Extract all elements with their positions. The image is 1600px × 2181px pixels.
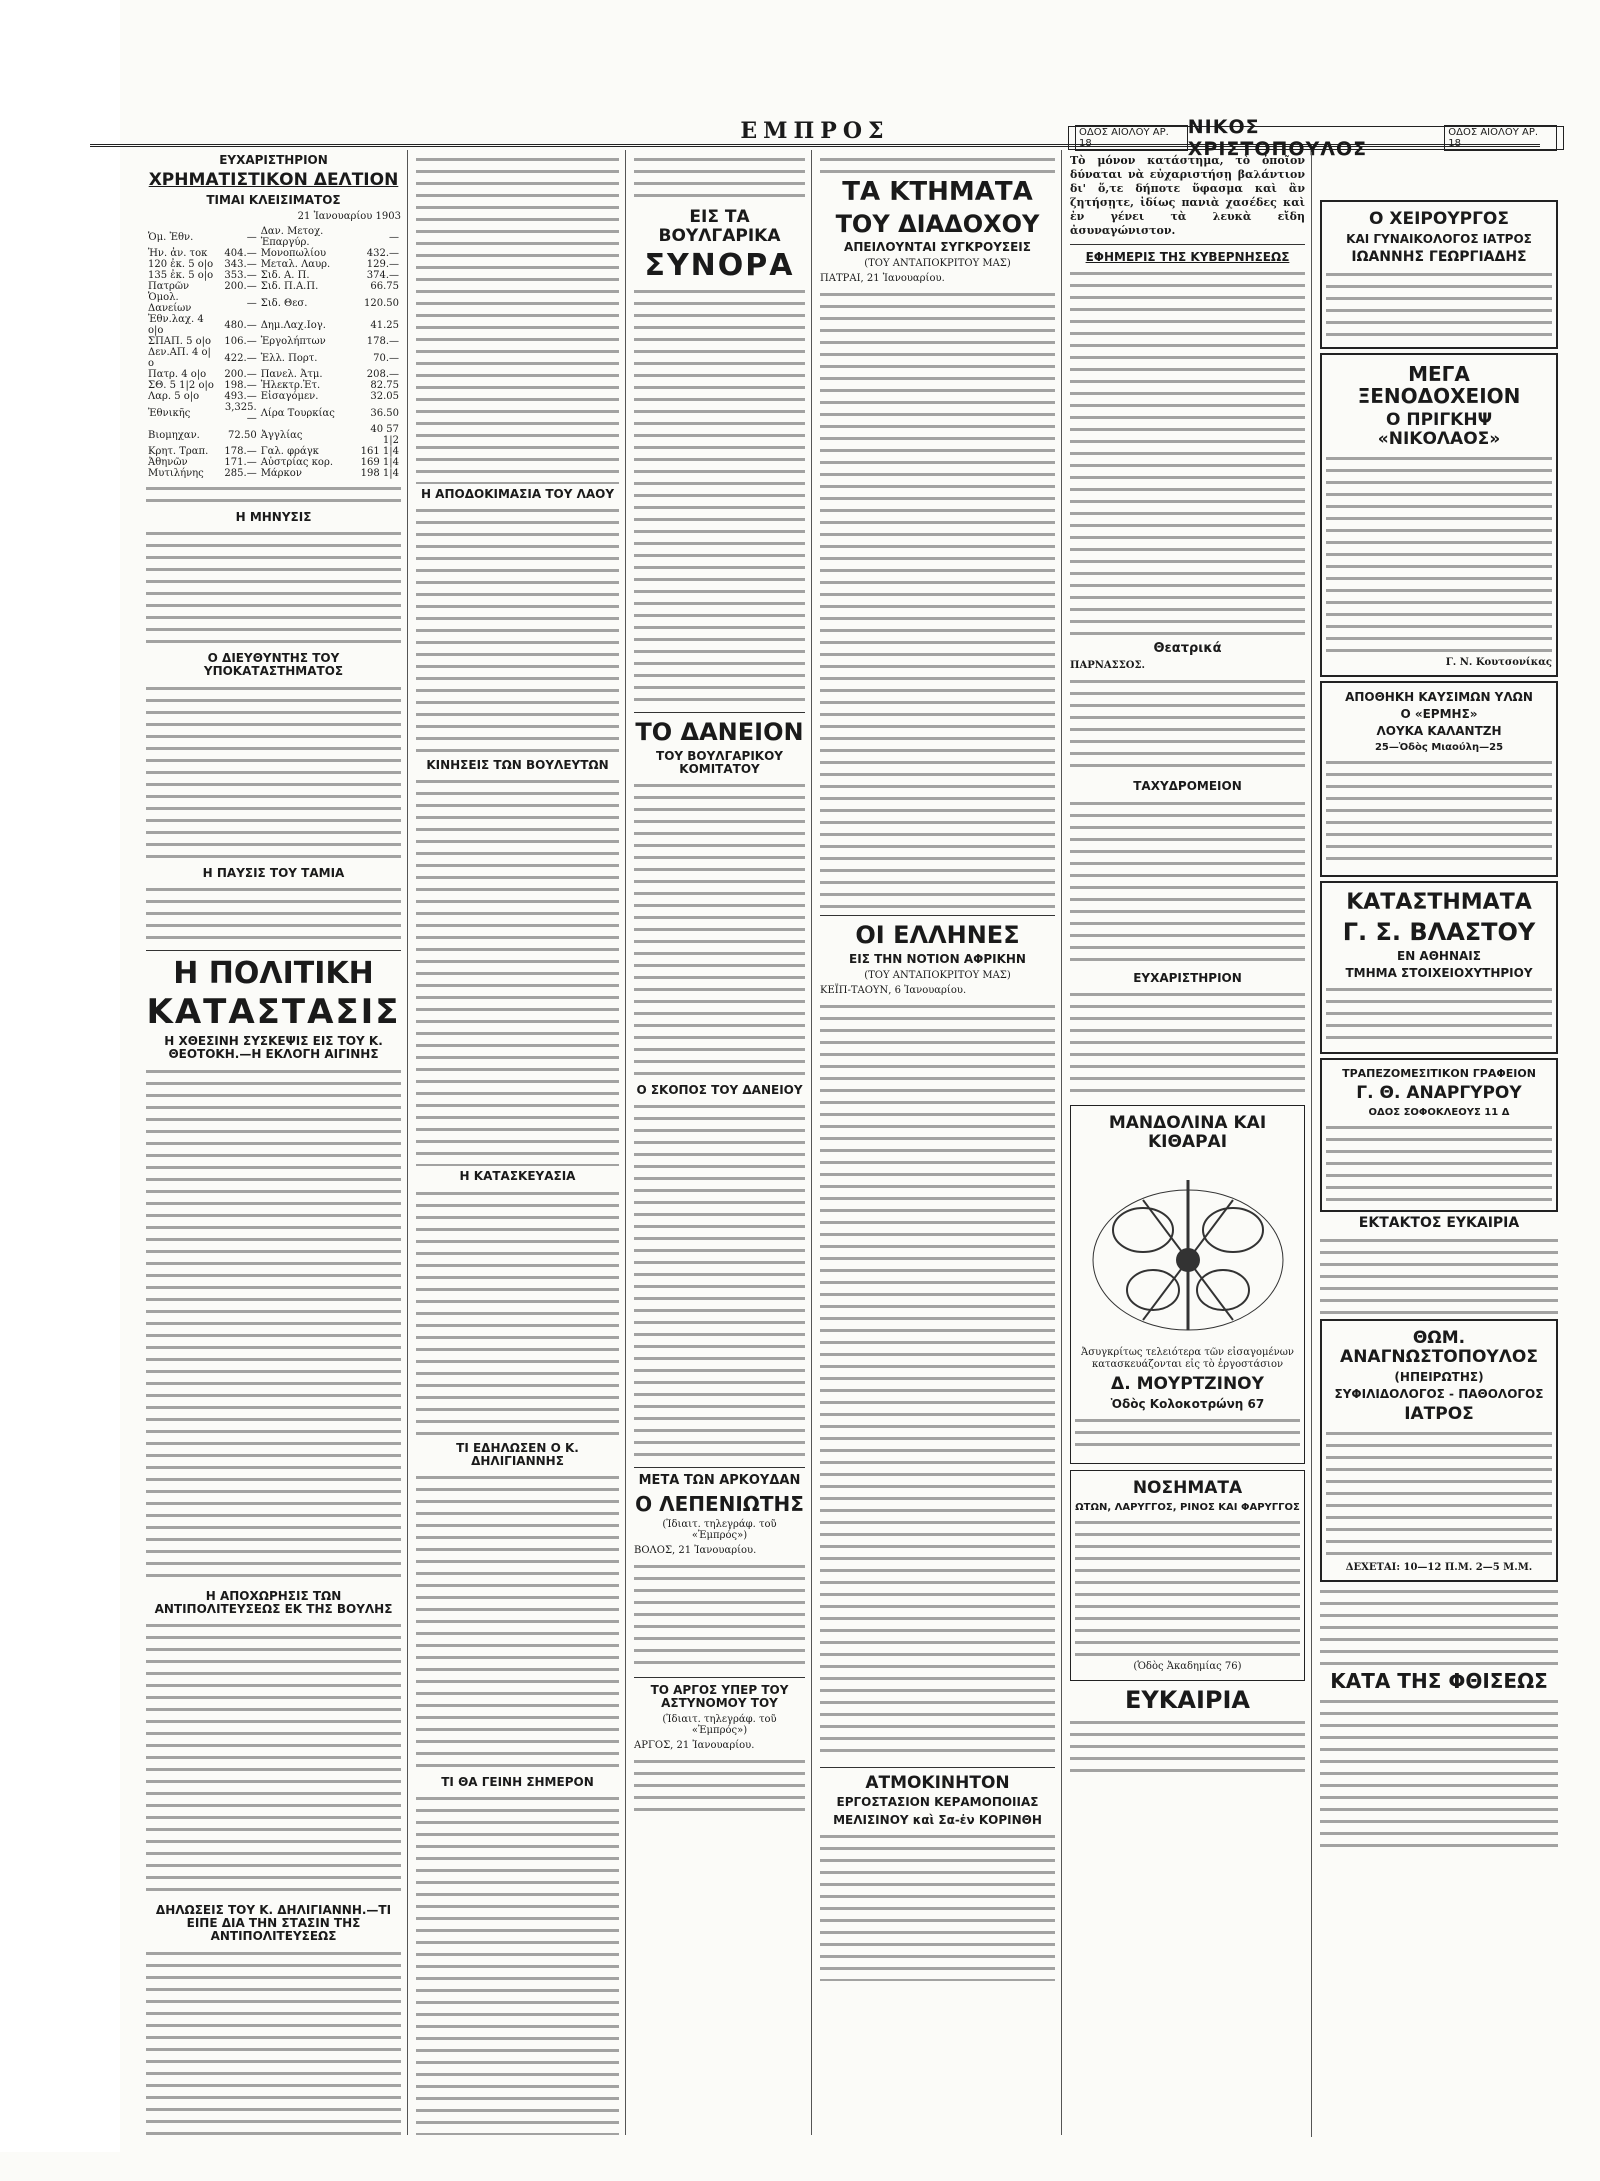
gazette-heading: ΕΦΗΜΕΡΙΣ ΤΗΣ ΚΥΒΕΡΝΗΣΕΩΣ xyxy=(1085,250,1290,264)
surgeon-ad xyxy=(1320,200,1558,349)
price-label: Ἠλεκτρ.Ἑτ. xyxy=(260,380,321,392)
doctor-title: ΙΑΤΡΟΣ xyxy=(1404,1404,1474,1425)
divider xyxy=(634,1677,805,1678)
ad-factory-owner: ΜΕΛΙΣΙΝΟΥ καὶ Σα-ἐν ΚΟΡΙΝΘΗ xyxy=(833,1812,1042,1827)
source-line: (Ἰδιαιτ. τηλεγράφ. τοῦ «Ἐμπρός») xyxy=(662,1518,777,1541)
text-block xyxy=(1070,1717,1305,1777)
text-block xyxy=(1326,1428,1552,1558)
price-label: Πατρ. 4 ο|ο xyxy=(148,369,207,381)
divider xyxy=(820,915,1055,916)
headline-lepenioths: Ο ΛΕΠΕΝΙΩΤΗΣ xyxy=(635,1491,804,1516)
opportunity-heading: ΕΥΚΑΙΡΙΑ xyxy=(1125,1685,1250,1714)
shop-banner-text: Τὸ μόνον κατάστημα, τὸ ὁποῖον δύναται νὰ εὐχαριστήσῃ βαλάντιον δι' ὅ,τε δήποτε ὕφασμα καὶ ἂν ζητήσῃτε, ἰδίως πανιὰ χασέδες καὶ ἐν γένει τὰ λευκὰ εἴδη ἀσυναγώνιστον. xyxy=(1070,154,1305,237)
text-block xyxy=(1070,268,1305,638)
column-6 xyxy=(1314,196,1564,2181)
text-block xyxy=(146,683,401,863)
price-value: 178.— xyxy=(366,336,399,348)
price-value: 493.— xyxy=(224,391,257,403)
price-value: 208.— xyxy=(366,369,399,381)
doctor-name: ΘΩΜ. ΑΝΑΓΝΩΣΤΟΠΟΥΛΟΣ xyxy=(1340,1328,1538,1368)
text-block xyxy=(1326,453,1552,653)
price-value: — xyxy=(246,231,257,243)
section-heading: Η ΑΠΟΔΟΚΙΜΑΣΙΑ ΤΟΥ ΛΑΟΥ xyxy=(420,487,615,501)
price-value: 161 1|4 xyxy=(360,446,399,458)
price-label: Μεταλ. Λαυρ. xyxy=(260,259,331,271)
price-value: 178.— xyxy=(224,446,257,458)
hotel-ad xyxy=(1320,353,1558,676)
price-row xyxy=(146,226,401,248)
doctor-hours: ΔΕΧΕΤΑΙ: 10—12 Π.Μ. 2—5 Μ.Μ. xyxy=(1345,1561,1533,1573)
price-value: 198.— xyxy=(224,380,257,392)
price-row xyxy=(146,468,401,479)
text-block xyxy=(820,1831,1055,1981)
price-label: Αὐστρίας κορ. xyxy=(260,457,334,469)
text-block xyxy=(634,1756,805,1816)
mandolin-ad xyxy=(1070,1105,1305,1464)
section-heading: Η ΜΗΝΥΣΙΣ xyxy=(235,510,312,525)
divider xyxy=(820,1767,1055,1768)
price-row xyxy=(146,270,401,281)
hotel-signature: Γ. Ν. Κουτσονίκας xyxy=(1445,656,1552,668)
price-value: 72.50 xyxy=(228,429,257,441)
mandolin-maker: Δ. ΜΟΥΡΤΖΙΝΟΥ xyxy=(1111,1374,1264,1395)
ad-factory-heading: ΕΡΓΟΣΤΑΣΙΟΝ ΚΕΡΑΜΟΠΟΙΙΑΣ xyxy=(836,1795,1039,1810)
price-row xyxy=(146,281,401,292)
price-value: 285.— xyxy=(224,468,257,480)
divider xyxy=(634,712,805,713)
price-value: 404.— xyxy=(224,248,257,260)
price-label: ΣΘ. 5 1|2 ο|ο xyxy=(148,380,214,392)
price-label: ΣΠΑΠ. 5 ο|ο xyxy=(148,336,212,348)
text-block xyxy=(1326,757,1552,867)
text-block xyxy=(1320,1696,1558,1856)
price-value: 66.75 xyxy=(370,281,399,293)
section-heading: Η ΧΘΕΣΙΝΗ ΣΥΣΚΕΨΙΣ ΕΙΣ ΤΟΥ Κ. ΘΕΟΤΟΚΗ.—Η ΕΚΛΟΓΗ ΑΙΓΙΝΗΣ xyxy=(164,1034,383,1062)
price-row xyxy=(146,292,401,314)
headline-loan-sub: ΤΟΥ ΒΟΥΛΓΑΡΙΚΟΥ ΚΟΜΙΤΑΤΟΥ xyxy=(656,748,783,776)
price-label: 120 ἐκ. 5 ο|ο xyxy=(148,259,214,271)
price-value: 343.— xyxy=(224,259,257,271)
text-block xyxy=(1070,676,1305,776)
price-row xyxy=(146,369,401,380)
doctor-specialty: ΣΥΦΙΛΙΔΟΛΟΓΟΣ - ΠΑΘΟΛΟΓΟΣ xyxy=(1334,1386,1544,1401)
text-block xyxy=(1075,1415,1300,1455)
stores-department: ΤΜΗΜΑ ΣΤΟΙΧΕΙΟΧΥΤΗΡΙΟΥ xyxy=(1345,965,1533,980)
price-value: 40 57 1|2 xyxy=(370,424,399,447)
section-heading: ΤΟ ΑΡΓΟΣ ΥΠΕΡ ΤΟΥ ΑΣΤΥΝΟΜΟΥ ΤΟΥ xyxy=(650,1682,789,1710)
diseases-ad xyxy=(1070,1470,1305,1681)
price-label: Πατρῶν xyxy=(148,281,190,293)
dateline: ΒΟΛΟΣ, 21 Ἰανουαρίου. xyxy=(634,1544,757,1556)
bulletin-date: 21 Ἰανουαρίου 1903 xyxy=(297,211,401,223)
price-label: Δημ.Λαχ.Ιογ. xyxy=(260,319,326,331)
price-label: Κρητ. Τραπ. xyxy=(148,446,209,458)
price-value: 3,325.— xyxy=(224,402,257,425)
broker-address: ΟΔΟΣ ΣΟΦΟΚΛΕΟΥΣ 11 Δ xyxy=(1368,1106,1510,1118)
column-5 xyxy=(1064,152,1312,2137)
text-block xyxy=(146,1620,401,1900)
price-value: 200.— xyxy=(224,281,257,293)
text-block xyxy=(820,1001,1055,1761)
text-block xyxy=(634,1561,805,1671)
fuel-name: Ο «ΕΡΜΗΣ» xyxy=(1400,706,1478,721)
text-block xyxy=(416,1188,619,1438)
divider xyxy=(1070,244,1305,245)
thanks-heading: ΕΥΧΑΡΙΣΤΗΡΙΟΝ xyxy=(1133,970,1242,985)
price-label: Ἑλλ. Πορτ. xyxy=(260,352,318,364)
doctor-origin: (ΗΠΕΙΡΩΤΗΣ) xyxy=(1394,1369,1484,1384)
price-row xyxy=(146,457,401,468)
text-block xyxy=(416,505,619,755)
price-value: — xyxy=(246,297,257,309)
section-title-politics: Η ΠΟΛΙΤΙΚΗ xyxy=(173,955,374,991)
text-block xyxy=(1070,989,1305,1099)
price-value: 41.25 xyxy=(370,319,399,331)
divider xyxy=(634,1467,805,1468)
price-value: 374.— xyxy=(366,270,399,282)
price-value: 200.— xyxy=(224,369,257,381)
price-label: Λαρ. 5 ο|ο xyxy=(148,391,200,403)
column-4 xyxy=(814,150,1062,2135)
price-label: Ἐθνικῆς xyxy=(148,407,191,419)
text-block xyxy=(1326,269,1552,339)
headline-greeks: ΟΙ ΕΛΛΗΝΕΣ xyxy=(855,921,1020,950)
headline-bulgarian: ΕΙΣ ΤΑ ΒΟΥΛΓΑΡΙΚΑ xyxy=(658,207,781,246)
mandolin-icon xyxy=(1083,1160,1293,1340)
price-label: Λίρα Τουρκίας xyxy=(260,407,335,419)
price-row xyxy=(146,424,401,446)
mandolin-illustration xyxy=(1075,1155,1300,1345)
price-label: Ἡν. ἀν. τοκ xyxy=(148,248,208,260)
price-row xyxy=(146,248,401,259)
column-2 xyxy=(410,150,626,2135)
correspondent-line: (ΤΟΥ ΑΝΤΑΠΟΚΡΙΤΟΥ ΜΑΣ) xyxy=(864,258,1011,270)
price-row xyxy=(146,314,401,336)
post-heading: ΤΑΧΥΔΡΟΜΕΙΟΝ xyxy=(1133,779,1242,794)
price-value: 432.— xyxy=(366,248,399,260)
shop-address-right: ΟΔΟΣ ΑΙΟΛΟΥ ΑΡ. 18 xyxy=(1444,125,1557,151)
doctor-ad xyxy=(1320,1319,1558,1581)
price-value: 120.50 xyxy=(364,297,399,309)
section-heading: Η ΠΑΥΣΙΣ ΤΟΥ ΤΑΜΙΑ xyxy=(202,865,345,880)
price-label: Βιομηχαν. xyxy=(148,429,200,441)
text-block xyxy=(1320,1586,1558,1666)
text-block xyxy=(1326,1122,1552,1202)
price-value: 171.— xyxy=(224,457,257,469)
surgeon-heading: Ο ΧΕΙΡΟΥΡΓΟΣ xyxy=(1369,209,1509,229)
dateline: ΚΕΪΠ-ΤΑΟΥΝ, 6 Ἰανουαρίου. xyxy=(820,984,967,996)
section-heading: Ο ΔΙΕΥΘΥΝΤΗΣ ΤΟΥ ΥΠΟΚΑΤΑΣΤΗΜΑΤΟΣ xyxy=(203,651,344,679)
hotel-heading: ΜΕΓΑ ΞΕΝΟΔΟΧΕΙΟΝ xyxy=(1357,362,1521,409)
mandolin-maker-address: Ὁδὸς Κολοκοτρώνη 67 xyxy=(1110,1396,1265,1411)
headline-estates: ΤΑ ΚΤΗΜΑΤΑ xyxy=(842,177,1033,207)
price-label: Δεν.ΑΠ. 4 ο|ο xyxy=(148,347,211,370)
source-line: (Ἰδιαιτ. τηλεγράφ. τοῦ «Ἐμπρός») xyxy=(662,1714,777,1736)
broker-heading: ΤΡΑΠΕΖΟΜΕΣΙΤΙΚΟΝ ΓΡΑΦΕΙΟΝ xyxy=(1342,1067,1536,1081)
section-heading: ΤΙ ΘΑ ΓΕΙΝΗ ΣΗΜΕΡΟΝ xyxy=(441,1774,594,1789)
column-1 xyxy=(140,150,408,2135)
text-block xyxy=(1320,1235,1558,1315)
price-label: Ὁμ. Ἐθν. xyxy=(148,231,194,243)
ad-steam-heading: ΑΤΜΟΚΙΝΗΤΟΝ xyxy=(865,1772,1010,1793)
price-value: 129.— xyxy=(366,259,399,271)
price-value: 198 1|4 xyxy=(360,468,399,480)
mandolin-ad-title: ΜΑΝΔΟΛΙΝΑ ΚΑΙ ΚΙΘΑΡΑΙ xyxy=(1108,1112,1267,1152)
price-label: Ἐργολήπτων xyxy=(260,336,326,348)
price-value: 480.— xyxy=(224,319,257,331)
thanks-heading: ΕΥΧΑΡΙΣΤΗΡΙΟΝ xyxy=(219,153,328,167)
divider xyxy=(146,950,401,951)
broker-ad xyxy=(1320,1058,1558,1212)
diseases-address: (Ὁδὸς Ἀκαδημίας 76) xyxy=(1133,1660,1242,1672)
text-block xyxy=(416,154,619,484)
section-heading: ΤΙ ΕΔΗΛΩΣΕΝ Ο Κ. ΔΗΛΙΓΙΑΝΝΗΣ xyxy=(456,1440,579,1468)
price-table xyxy=(146,226,401,479)
correspondent-line: (ΤΟΥ ΑΝΤΑΠΟΚΡΙΤΟΥ ΜΑΣ) xyxy=(864,969,1011,981)
price-label: 135 ἐκ. 5 ο|ο xyxy=(148,270,214,282)
price-row xyxy=(146,336,401,347)
price-label: Γαλ. φράγκ xyxy=(260,446,319,458)
text-block xyxy=(146,483,401,507)
price-label: Μάρκον xyxy=(260,468,302,480)
price-label: Πανελ. Ἀτμ. xyxy=(260,369,323,381)
stores-heading: ΚΑΤΑΣΤΗΜΑΤΑ xyxy=(1346,890,1532,916)
price-row xyxy=(146,391,401,402)
price-label: Ἀθηνῶν xyxy=(148,457,188,469)
section-title-situation: ΚΑΤΑΣΤΑΣΙΣ xyxy=(146,991,401,1032)
text-block xyxy=(634,286,805,706)
price-value: 422.— xyxy=(224,352,257,364)
price-label: Μονοπωλίου xyxy=(260,248,327,260)
shop-banner xyxy=(1068,116,1564,160)
fuel-heading: ΑΠΟΘΗΚΗ ΚΑΥΣΙΜΩΝ ΥΛΩΝ xyxy=(1345,689,1533,704)
section-heading: ΜΕΤΑ ΤΩΝ ΑΡΚΟΥΔΑΝ xyxy=(638,1473,801,1489)
section-heading: Η ΑΠΟΧΩΡΗΣΙΣ ΤΩΝ ΑΝΤΙΠΟΛΙΤΕΥΣΕΩΣ ΕΚ ΤΗΣ ΒΟΥΛΗΣ xyxy=(154,1588,393,1616)
price-row xyxy=(146,347,401,369)
price-value: 82.75 xyxy=(370,380,399,392)
dateline: ΠΑΤΡΑΙ, 21 Ἰανουαρίου. xyxy=(820,273,945,285)
page-margin xyxy=(0,0,120,2152)
headline-south-africa: ΕΙΣ ΤΗΝ ΝΟΤΙΟΝ ΑΦΡΙΚΗΝ xyxy=(849,951,1026,966)
text-block xyxy=(820,289,1055,909)
fuel-owner: ΛΟΥΚΑ ΚΑΛΑΝΤΖΗ xyxy=(1376,724,1502,739)
price-label: Δαν. Μετοχ. Ἐπαργύρ. xyxy=(260,226,324,249)
hotel-name: Ο ΠΡΙΓΚΗΨ «ΝΙΚΟΛΑΟΣ» xyxy=(1377,410,1501,449)
text-block xyxy=(1075,1517,1300,1657)
price-value: 36.50 xyxy=(370,407,399,419)
text-block xyxy=(820,154,1055,174)
dateline: ΑΡΓΟΣ, 21 Ἰανουαρίου. xyxy=(634,1740,755,1751)
section-heading: Η ΚΑΤΑΣΚΕΥΑΣΙΑ xyxy=(459,1169,576,1184)
text-block xyxy=(146,528,401,648)
headline-loan: ΤΟ ΔΑΝΕΙΟΝ xyxy=(635,718,804,747)
surgeon-name: ΙΩΑΝΝΗΣ ΓΕΩΡΓΙΑΔΗΣ xyxy=(1351,248,1527,265)
closing-prices-heading: ΤΙΜΑΙ ΚΛΕΙΣΙΜΑΤΟΣ xyxy=(206,192,341,207)
stores-name: Γ. Σ. ΒΛΑΣΤΟΥ xyxy=(1342,918,1536,947)
price-row xyxy=(146,380,401,391)
price-row xyxy=(146,259,401,270)
text-block xyxy=(1070,798,1305,968)
stores-city: ΕΝ ΑΘΗΝΑΙΣ xyxy=(1397,948,1481,963)
text-block xyxy=(634,1101,805,1461)
price-label: Σιδ. Θεσ. xyxy=(260,297,308,309)
tuberculosis-heading: ΚΑΤΑ ΤΗΣ ΦΘΙΣΕΩΣ xyxy=(1330,1668,1548,1693)
text-block xyxy=(146,1948,401,2135)
price-value: — xyxy=(389,231,399,243)
text-block xyxy=(146,1066,401,1586)
section-heading: ΔΗΛΩΣΕΙΣ ΤΟΥ Κ. ΔΗΛΙΓΙΑΝΝΗ.—ΤΙ ΕΙΠΕ ΔΙΑ ΤΗΝ ΣΤΑΣΙΝ ΤΗΣ ΑΝΤΙΠΟΛΙΤΕΥΣΕΩΣ xyxy=(155,1902,392,1944)
text-block xyxy=(1326,984,1552,1044)
price-value: 353.— xyxy=(224,270,257,282)
surgeon-subheading: ΚΑΙ ΓΥΝΑΙΚΟΛΟΓΟΣ ΙΑΤΡΟΣ xyxy=(1346,231,1532,246)
fuel-ad xyxy=(1320,681,1558,878)
price-label: Ἐθν.λαχ. 4 ο|ο xyxy=(148,314,204,337)
diseases-heading: ΝΟΣΗΜΑΤΑ xyxy=(1132,1478,1243,1499)
text-block xyxy=(146,884,401,944)
theatre-name: ΠΑΡΝΑΣΣΟΣ. xyxy=(1070,660,1146,672)
price-label: Ὁμολ. Δανείων xyxy=(148,292,192,315)
price-label: Σιδ. Α. Π. xyxy=(260,270,310,282)
price-row xyxy=(146,402,401,424)
headline-borders: ΣΥΝΟΡΑ xyxy=(644,248,795,284)
price-value: 70.— xyxy=(373,352,399,364)
section-heading: Ο ΣΚΟΠΟΣ ΤΟΥ ΔΑΝΕΙΟΥ xyxy=(636,1083,803,1098)
section-heading: ΚΙΝΗΣΕΙΣ ΤΩΝ ΒΟΥΛΕΥΤΩΝ xyxy=(426,758,609,773)
headline-clashes: ΑΠΕΙΛΟΥΝΤΑΙ ΣΥΓΚΡΟΥΣΕΙΣ xyxy=(844,239,1031,254)
price-label: Εἰσαγόμεν. xyxy=(260,391,319,403)
stock-bulletin-heading: ΧΡΗΜΑΤΙΣΤΙΚΟΝ ΔΕΛΤΙΟΝ xyxy=(148,170,399,191)
extra-opportunity-heading: ΕΚΤΑΚΤΟΣ ΕΥΚΑΙΡΙΑ xyxy=(1358,1214,1520,1231)
price-label: Σιδ. Π.Α.Π. xyxy=(260,281,319,293)
newspaper-title: ΕΜΠΡΟΣ xyxy=(740,118,890,144)
mandolin-ad-text: Ἀσυγκρίτως τελειότερα τῶν εἰσαγομένων κατασκευάζονται εἰς τὸ ἐργοστάσιον xyxy=(1081,1347,1294,1371)
price-value: 169 1|4 xyxy=(360,457,399,469)
text-block xyxy=(634,154,805,204)
price-value: 106.— xyxy=(224,336,257,348)
price-label: Ἀγγλίας xyxy=(260,429,303,441)
text-block xyxy=(634,780,805,1080)
fuel-address: 25—Ὁδὸς Μιαούλη—25 xyxy=(1374,742,1504,754)
text-block xyxy=(416,1472,619,1772)
vlastos-ad xyxy=(1320,881,1558,1054)
broker-name: Γ. Θ. ΑΝΑΡΓΥΡΟΥ xyxy=(1356,1083,1522,1104)
text-block xyxy=(416,776,619,1166)
shop-address-left: ΟΔΟΣ ΑΙΟΛΟΥ ΑΡ. 18 xyxy=(1075,125,1188,151)
price-row xyxy=(146,446,401,457)
theatre-heading: Θεατρικά xyxy=(1153,641,1222,657)
price-value: 32.05 xyxy=(370,391,399,403)
shop-name: ΝΙΚΟΣ ΧΡΙΣΤΟΠΟΥΛΟΣ xyxy=(1187,116,1368,160)
diseases-subheading: ΩΤΩΝ, ΛΑΡΥΓΓΟΣ, ΡΙΝΟΣ ΚΑΙ ΦΑΡΥΓΓΟΣ xyxy=(1075,1501,1300,1513)
column-3 xyxy=(628,150,812,2135)
price-label: Μυτιλήνης xyxy=(148,468,204,480)
text-block xyxy=(416,1793,619,2135)
headline-crown-prince: ΤΟΥ ΔΙΑΔΟΧΟΥ xyxy=(835,209,1040,238)
